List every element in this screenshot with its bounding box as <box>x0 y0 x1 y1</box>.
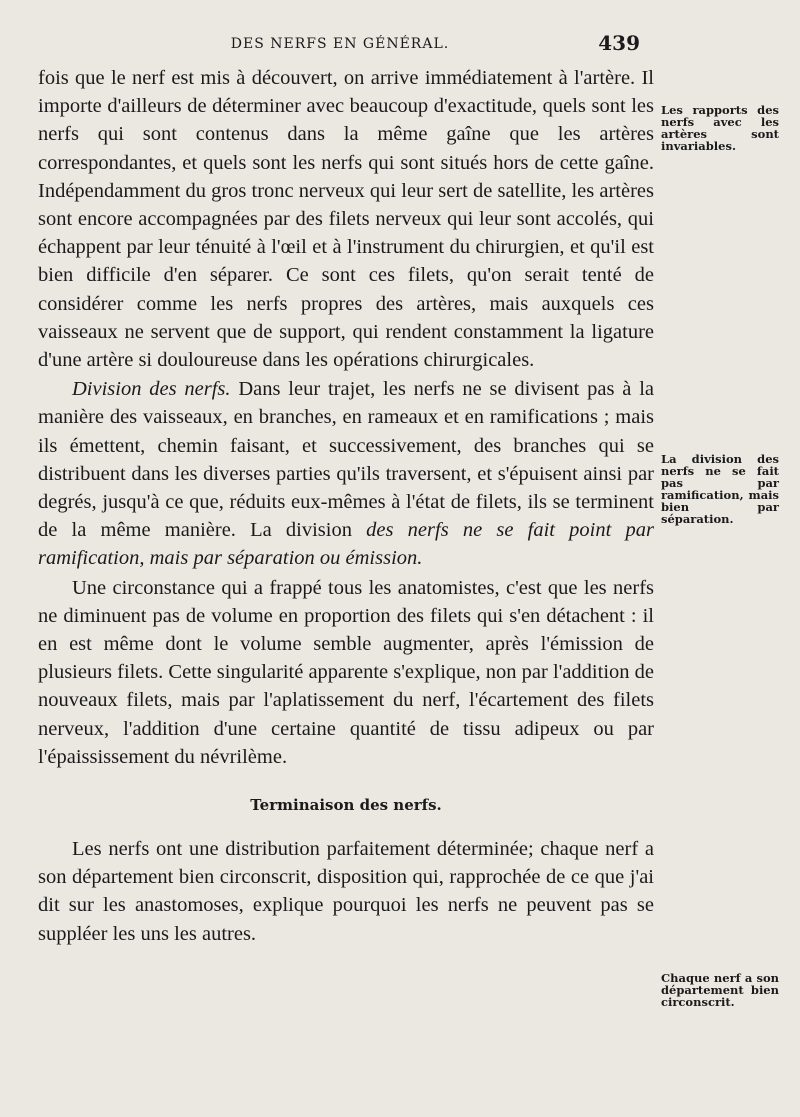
margin-note-division: La division des nerfs ne se fait pas par ramification, mais bien par séparation. <box>661 452 779 526</box>
paragraph-terminaison: Les nerfs ont une distribution parfaitement déterminée; chaque nerf a son département bien circonscrit, disposition qui, rapprochée de ce que j'ai dit sur les anastomoses, explique pourquoi les nerfs ne peuvent pas se suppléer les uns les autres. <box>38 838 654 945</box>
paragraph-continuation: fois que le nerf est mis à découvert, on arrive immédiatement à l'artère. Il importe d'ailleurs de déterminer avec beaucoup d'exactitude, quels sont les nerfs qui sont contenus dans la même gaîne que les artères correspondantes, et quels sont les nerfs qui sont situés hors de cette gaîne. Indépendamment du gros tronc nerveux qui leur sert de satellite, les artères sont encore accompagnées par des filets nerveux qui leur sont accolés, qui échappent par leur ténuité à l'œil et à l'instrument du chirurgien, et qu'il est bien difficile d'en séparer. Ce sont ces filets, qu'on serait tenté de considérer comme les nerfs propres des artères, mais auxquels ces vaisseaux ne servent que de support, qui rendent constamment la ligature d'une artère si douloureuse dans les opérations chirurgicales. <box>38 67 654 372</box>
main-text <box>38 64 654 948</box>
paragraph-division-text: Dans leur trajet, les nerfs ne se divisent pas à la manière des vaisseaux, en branches, en rameaux et en ramifications ; mais ils émettent, chemin faisant, et successivement, des branches qui se distribuent dans les diverses parties qu'ils traversent, et s'épuisent ainsi par degrés, jusqu'à ce que, réduits eux-mêmes à l'état de filets, ils se terminent de la même manière. La division <box>38 378 654 542</box>
paragraph-division <box>38 375 654 572</box>
subheading-terminaison: Terminaison des nerfs. <box>250 796 442 815</box>
margin-note-departement: Chaque nerf a son département bien circonscrit. <box>661 971 779 1009</box>
section-heading-division: Division des nerfs. <box>72 378 231 401</box>
margin-note-rapports: Les rapports des nerfs avec les artères sont invariables. <box>661 103 779 153</box>
page-number: 439 <box>598 31 640 55</box>
paragraph-circumstance: Une circonstance qui a frappé tous les anatomistes, c'est que les nerfs ne diminuent pas de volume en proportion des filets qui s'en détachent : il en est même dont le volume semble augmenter, après l'émission de plusieurs filets. Cette singularité apparente s'explique, non par l'addition de nouveaux filets, mais par l'aplatissement du nerf, l'écartement des filets nerveux, l'addition d'une certaine quantité de tissu adipeux ou par l'épaississement du névrilème. <box>38 576 654 768</box>
running-title: DES NERFS EN GÉNÉRAL. <box>230 36 450 52</box>
paragraph-division-emphasis: des nerfs ne se fait point par ramification, mais par séparation ou émission. <box>38 519 654 570</box>
page-header <box>40 31 640 58</box>
